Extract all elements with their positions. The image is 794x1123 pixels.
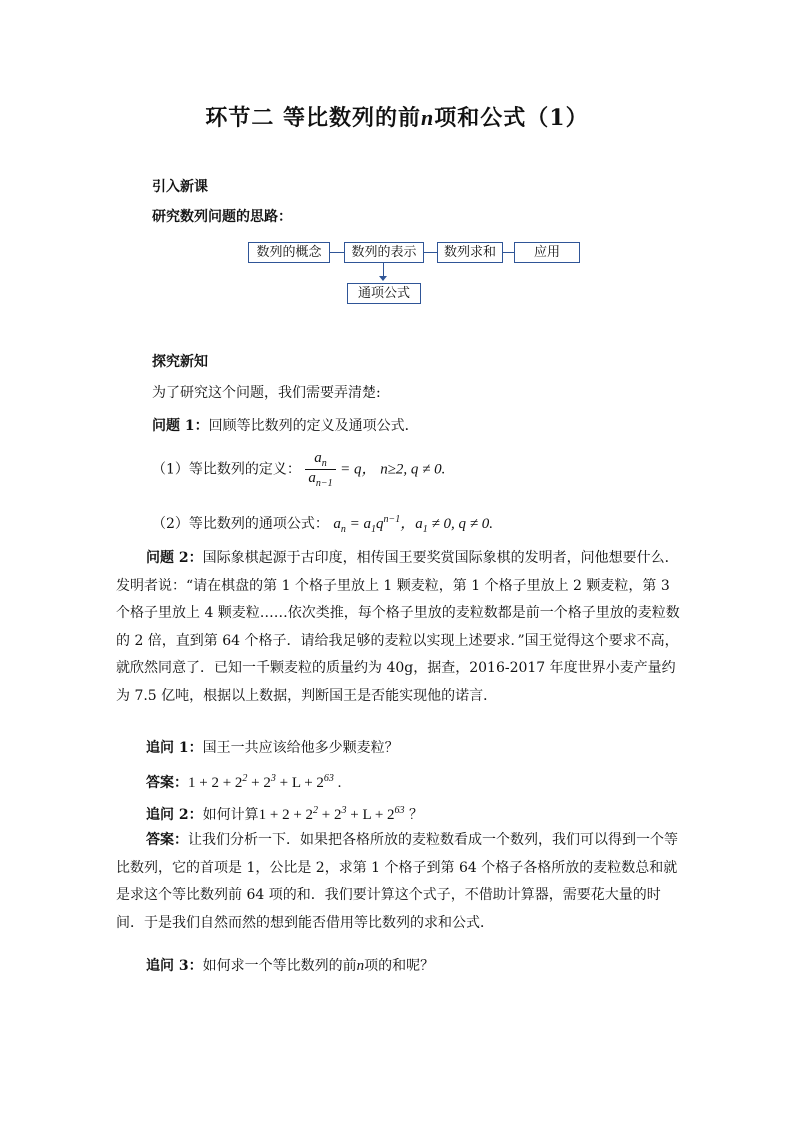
answer-1: [116, 765, 682, 798]
problem-2-label: 问题 2：: [146, 550, 203, 566]
formula-part: ≠ 0, q ≠ 0.: [427, 516, 493, 532]
box-sum: 数列求和: [437, 242, 503, 263]
followup-3-rest: 项的和呢？: [364, 958, 435, 974]
formula-exponent: 63: [394, 805, 405, 816]
problem-2-text: 国际象棋起源于古印度，相传国王要奖赏国际象棋的发明者，问他想要什么．发明者说：“请在棋盘的第 1 个格子里放上 1 颗麦粒，第 1 个格子里放上 2 颗麦粒，第 3 个格子里放上 4 颗麦粒……依次类推，每个格子里放的麦粒数都是前一个格子里放的麦粒数的 2 倍，直到第 64 个格子．请给我足够的麦粒以实现上述要求．”国王觉得这个要求不高，就欣然同意了．已知一千颗麦粒的质量约为 40g，据查，2016-2017 年度世界小麦产量约为 7.5 亿吨，根据以上数据，判断国王是否能实现他的诺言．: [116, 550, 680, 704]
answer-2-paragraph: [116, 827, 682, 937]
formula-part: + 2: [318, 807, 342, 823]
followup-3-text: 如何求一个等比数列的前: [202, 958, 357, 974]
box-representation: 数列的表示: [344, 242, 424, 263]
followup-1: [116, 735, 682, 763]
followup-3-var: n: [356, 958, 365, 974]
fraction-denominator: a: [308, 470, 316, 486]
intro-heading: 引入新课: [152, 179, 208, 195]
general-term-formula: [333, 514, 493, 535]
followup-1-label: 追问 1：: [146, 740, 203, 756]
formula-part: a: [333, 516, 341, 532]
answer-1-formula: [188, 775, 341, 791]
connector-line: [330, 252, 344, 253]
answer-2-text: 让我们分析一下．如果把各格所放的麦粒数看成一个数列，我们可以得到一个等比数列，它的首项是 1，公比是 2，求第 1 个格子到第 64 个格子各格所放的麦粒数总和就是求这个等比数列前 64 项的和．我们要计算这个式子，不借助计算器，需要花大量的时间．于是我们自然而然的想到能否借用等比数列的求和公式．: [116, 832, 678, 931]
formula-subscript: n: [340, 524, 346, 535]
followup-2-formula: [259, 807, 405, 823]
followup-3-label: 追问 3：: [146, 958, 203, 974]
formula-part: q: [376, 516, 384, 532]
question-1-label: 问题 1：: [152, 418, 209, 434]
definition-label: （1）等比数列的定义：: [152, 461, 301, 478]
title-rest: 项和公式（1）: [434, 105, 589, 131]
formula-exponent: 2: [242, 773, 248, 784]
followup-3: [116, 953, 682, 981]
formula-part: + L + 2: [275, 775, 324, 791]
connector-line: [424, 252, 437, 253]
formula-part: + L + 2: [346, 807, 395, 823]
followup-2-label: 追问 2：: [146, 807, 203, 823]
page-title: [0, 101, 794, 132]
box-concept: 数列的概念: [248, 242, 330, 263]
followup-1-text: 国王一共应该给他多少颗麦粒？: [202, 740, 399, 756]
followup-2-text: 如何计算: [202, 807, 259, 823]
formula-part: 1 + 2 + 2: [188, 775, 243, 791]
formula-exponent: 3: [270, 773, 276, 784]
formula-exponent: 3: [341, 805, 347, 816]
formula-exponent: 2: [313, 805, 319, 816]
answer-2-label: 答案：: [146, 832, 188, 848]
formula-exponent: n−1: [383, 514, 401, 525]
denominator-subscript: n−1: [315, 478, 333, 489]
definition-line: [152, 450, 445, 489]
numerator-subscript: n: [321, 458, 327, 469]
explore-lead: 为了研究这个问题，我们需要弄清楚:: [152, 385, 381, 401]
formula-part: = a: [345, 516, 371, 532]
formula-part: + 2: [247, 775, 271, 791]
answer-1-label: 答案：: [146, 775, 188, 791]
arrow-head-icon: [379, 276, 387, 281]
definition-fraction: [305, 450, 335, 489]
formula-part: 1 + 2 + 2: [258, 807, 314, 823]
box-application: 应用: [514, 242, 580, 263]
formula-exponent: 63: [323, 773, 334, 784]
question-1-text: 回顾等比数列的定义及通项公式．: [208, 418, 419, 434]
intro-subheading: 研究数列问题的思路：: [152, 209, 292, 225]
formula-subscript: 1: [422, 524, 428, 535]
definition-condition: = q， n≥2, q ≠ 0.: [340, 461, 446, 478]
formula-part: .: [333, 775, 342, 791]
formula-part: ，a: [400, 516, 423, 532]
connector-line: [503, 252, 514, 253]
question-mark: ？: [404, 807, 423, 823]
question-1: [152, 415, 419, 435]
followup-2: [116, 797, 682, 830]
title-main: 环节二 等比数列的前: [205, 105, 422, 131]
problem-2-paragraph: [116, 545, 682, 710]
fraction-numerator: a: [314, 450, 322, 466]
general-term-line: [152, 512, 493, 535]
box-general-term: 通项公式: [347, 283, 421, 304]
general-term-label: （2）等比数列的通项公式：: [152, 516, 329, 532]
formula-subscript: 1: [371, 524, 376, 535]
title-var: n: [421, 105, 435, 130]
explore-heading: 探究新知: [152, 354, 208, 370]
